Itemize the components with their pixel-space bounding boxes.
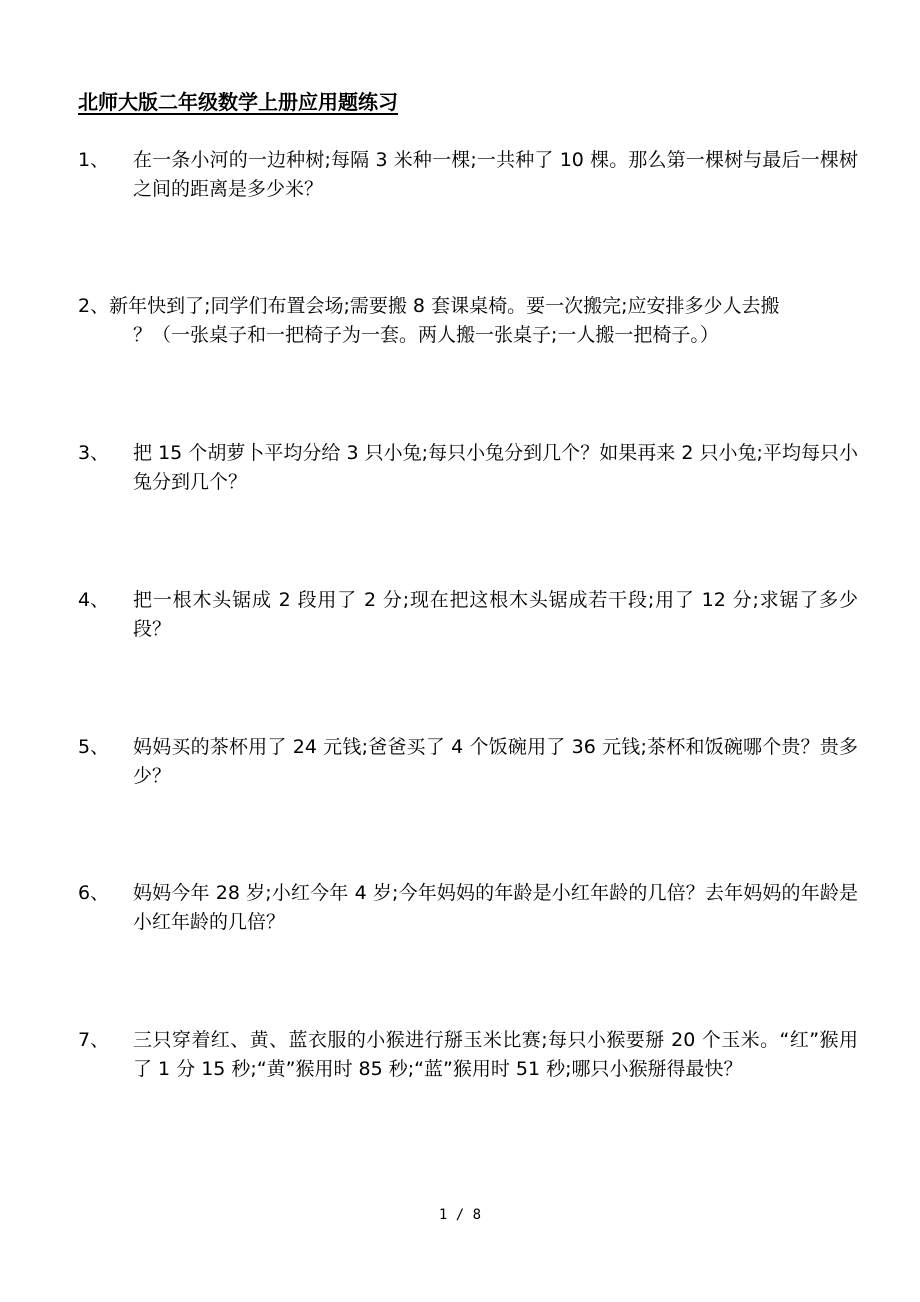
problem-number: 4、	[78, 589, 110, 611]
page-indicator: 1 / 8	[438, 1207, 482, 1223]
problem-text: 把 15 个胡萝卜平均分给 3 只小兔;每只小兔分到几个？如果再来 2 只小兔;平均每只小兔分到几个？	[133, 442, 858, 493]
problem-number: 7、	[78, 1029, 110, 1051]
problem-text: 妈妈今年 28 岁;小红今年 4 岁;今年妈妈的年龄是小红年龄的几倍？去年妈妈的年龄是小红年龄的几倍？	[133, 882, 858, 933]
problem-text: 把一根木头锯成 2 段用了 2 分;现在把这根木头锯成若干段;用了 12 分;求锯了多少段？	[133, 589, 858, 640]
problem-number: 1、	[78, 149, 110, 171]
problem-5	[78, 733, 858, 791]
problem-number: 2、	[78, 295, 110, 317]
problem-number: 6、	[78, 882, 110, 904]
problem-number: 3、	[78, 442, 110, 464]
problem-7	[78, 1026, 858, 1084]
problem-text-line-2: ？（一张桌子和一把椅子为一套。两人搬一张桌子;一人搬一把椅子。）	[133, 324, 719, 346]
problem-3	[78, 439, 858, 497]
problem-text: 在一条小河的一边种树;每隔 3 米种一棵;一共种了 10 棵。那么第一棵树与最后一棵树之间的距离是多少米？	[133, 149, 858, 200]
problem-1	[78, 146, 858, 204]
problem-6	[78, 879, 858, 937]
problem-text: 三只穿着红、黄、蓝衣服的小猴进行掰玉米比赛;每只小猴要掰 20 个玉米。“红”猴用了 1 分 15 秒;“黄”猴用时 85 秒;“蓝”猴用时 51 秒;哪只小猴掰得最快？	[133, 1029, 858, 1080]
document-title: 北师大版二年级数学上册应用题练习	[78, 90, 398, 114]
problem-first-line	[78, 292, 858, 321]
problem-2	[78, 292, 858, 350]
problem-text: 妈妈买的茶杯用了 24 元钱;爸爸买了 4 个饭碗用了 36 元钱;茶杯和饭碗哪个贵？贵多少？	[133, 736, 858, 787]
problem-number: 5、	[78, 736, 110, 758]
problem-text-line-1: 新年快到了;同学们布置会场;需要搬 8 套课桌椅。要一次搬完;应安排多少人去搬	[109, 295, 780, 317]
problem-4	[78, 586, 858, 644]
